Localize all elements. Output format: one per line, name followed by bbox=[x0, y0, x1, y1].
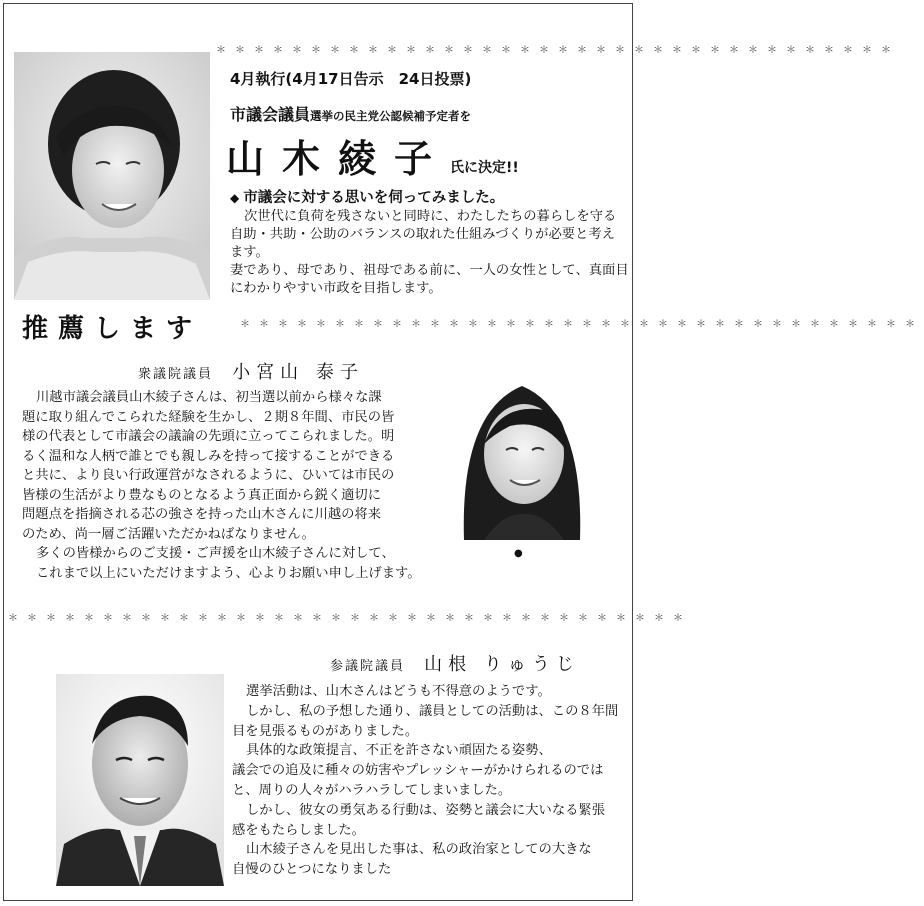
rep2-line: しかし、私の予想した通り、議員としての活動は、この８年間 bbox=[246, 703, 619, 719]
office-suffix: 選挙の民主党公認候補予定者を bbox=[310, 109, 472, 123]
rep1-name: 小宮山 泰子 bbox=[232, 362, 364, 383]
star-divider-recommend: ＊＊＊＊＊＊＊＊＊＊＊＊＊＊＊＊＊＊＊＊＊＊＊＊＊＊＊＊＊＊＊＊＊＊＊＊ bbox=[240, 319, 924, 330]
candidate-photo bbox=[14, 52, 210, 300]
recommend-title: 推薦します bbox=[22, 314, 203, 344]
rep2-line: 議会での追及に種々の妨害やプレッシャーがかけられるのでは bbox=[232, 763, 604, 779]
diamond-icon: ◆ bbox=[230, 191, 240, 205]
rep2-line: しかし、彼女の勇気ある行動は、姿勢と議会に大いなる緊張 bbox=[246, 802, 606, 818]
rep2-line: 感をもたらしました。 bbox=[232, 822, 365, 838]
rep1-line: 多くの皆様からのご支援・ご声援を山木綾子さんに対して、 bbox=[36, 546, 395, 561]
rep1-line: るく温和な人柄で誰とでも親しみを持って接することができる bbox=[22, 448, 395, 464]
candidate-name-suffix: 氏に決定!! bbox=[450, 160, 519, 176]
rep1-line: と共に、より良い行政運営がなされるように、ひいては市民の bbox=[22, 468, 395, 483]
intro-line: 次世代に負荷を残さないと同時に、わたしたちの暮らしを守る bbox=[244, 209, 617, 224]
rep2-line: 自慢のひとつになりました bbox=[232, 862, 392, 878]
rep2-line: と、周りの人々がハラハラしてしまいました。 bbox=[232, 782, 512, 798]
intro-heading: 市議会に対する思いを伺ってみました。 bbox=[243, 190, 505, 206]
rep2-photo bbox=[56, 674, 224, 886]
star-divider-top: ＊＊＊＊＊＊＊＊＊＊＊＊＊＊＊＊＊＊＊＊＊＊＊＊＊＊＊＊＊＊＊＊＊＊＊＊ bbox=[216, 45, 900, 56]
rep1-role: 衆議院議員 bbox=[138, 367, 214, 382]
intro-line: にわかりやすい市政を目指します。 bbox=[230, 281, 442, 296]
star-divider-middle: ＊＊＊＊＊＊＊＊＊＊＊＊＊＊＊＊＊＊＊＊＊＊＊＊＊＊＊＊＊＊＊＊＊＊＊＊ bbox=[8, 613, 692, 624]
intro-heading-line bbox=[230, 186, 504, 207]
rep2-line: 選挙活動は、山木さんはどうも不得意のようです。 bbox=[246, 684, 551, 699]
rep1-line: 皆様の生活がより豊なものとなるよう真正面から鋭く適切に bbox=[22, 487, 382, 503]
rep2-line: 具体的な政策提言、不正を許さない頑固たる姿勢、 bbox=[246, 743, 552, 759]
rep2-line: 山木綾子さんを見出した事は、私の政治家としての大きな bbox=[246, 842, 592, 858]
candidate-name: 山木綾子 bbox=[226, 137, 451, 181]
rep1-line: 問題点を指摘される芯の強さを持った山木さんに川越の将来 bbox=[22, 507, 382, 522]
rep1-line: 題に取り組んでこられた経験を生かし、２期８年間、市民の皆 bbox=[22, 409, 395, 425]
rep1-line: のため、尚一層ご活躍いただかねばなりません。 bbox=[22, 526, 315, 542]
candidate-name-line bbox=[226, 128, 519, 183]
rep1-line: これまで以上にいただけますよう、心よりお願い申し上げます。 bbox=[36, 565, 421, 581]
rep1-heading bbox=[138, 358, 364, 384]
office-line bbox=[230, 102, 471, 125]
rep1-text bbox=[22, 388, 432, 583]
rep1-line: 川越市議会議員山木綾子さんは、初当選以前から様々な課 bbox=[36, 390, 382, 405]
rep2-heading bbox=[330, 650, 580, 676]
rep1-photo bbox=[444, 372, 600, 540]
rep1-line: 様の代表として市議会の議論の先頭に立ってこられました。明 bbox=[22, 429, 395, 444]
intro-text bbox=[230, 208, 630, 298]
rep2-text bbox=[232, 682, 632, 880]
office-title: 市議会議員 bbox=[230, 105, 311, 124]
dot-icon: ● bbox=[514, 548, 523, 559]
intro-line: ます。 bbox=[230, 245, 269, 260]
election-date: 4月執行(4月17日告示 24日投票) bbox=[230, 70, 472, 88]
rep2-role: 参議院議員 bbox=[330, 659, 406, 674]
rep2-line: 目を見張るものがありました。 bbox=[232, 723, 419, 739]
intro-line: 自助・共助・公助のバランスの取れた仕組みづくりが必要と考え bbox=[230, 227, 615, 242]
rep2-name: 山根 りゅうじ bbox=[424, 654, 580, 675]
intro-line: 妻であり、母であり、祖母である前に、一人の女性として、真面目 bbox=[230, 263, 629, 278]
